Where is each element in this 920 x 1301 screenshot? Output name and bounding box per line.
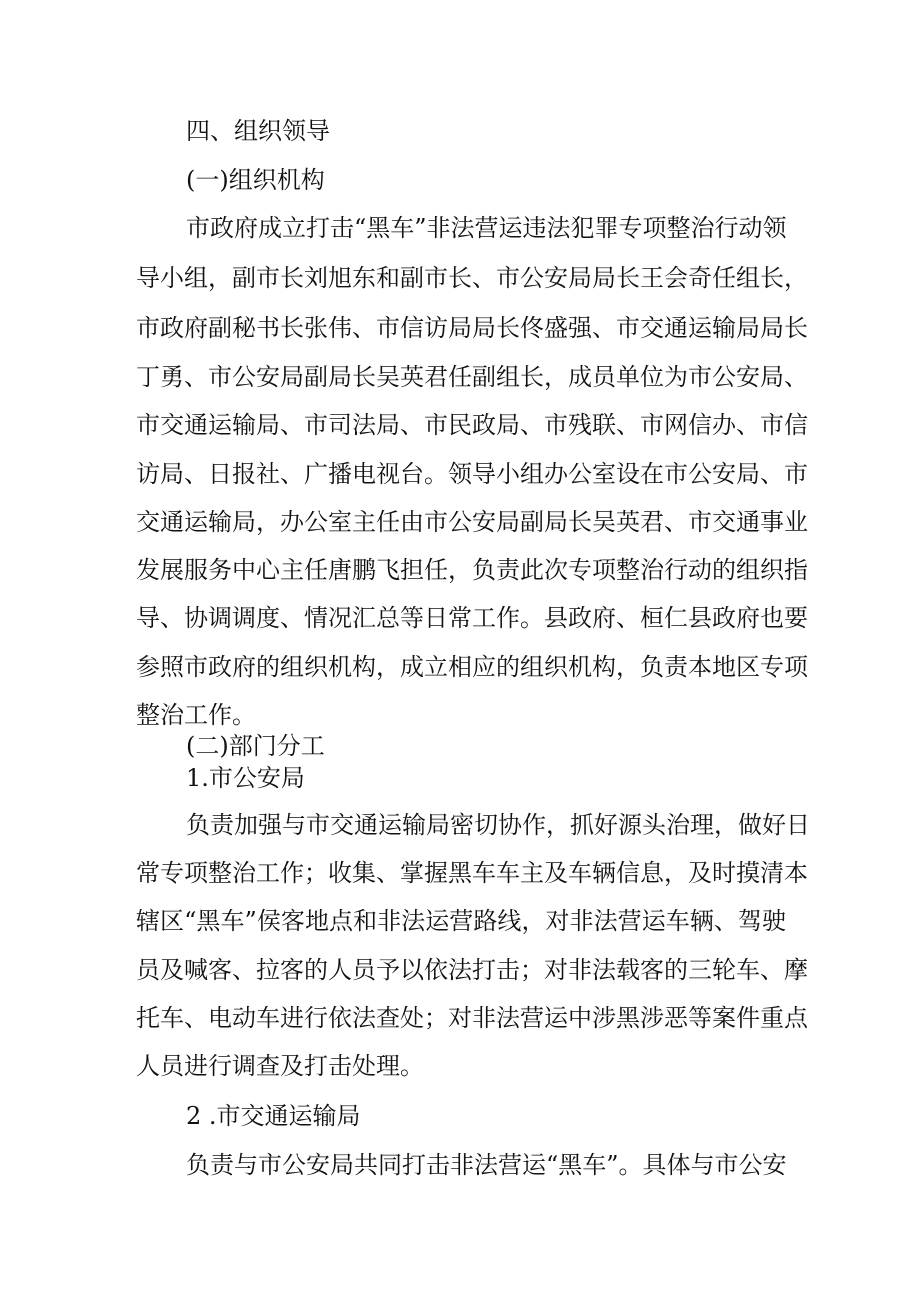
paragraph-line: 市政府成立打击“黑车”非法营运违法犯罪专项整治行动领 xyxy=(186,214,787,242)
paragraph-line: 整治工作。 xyxy=(136,701,256,729)
item-heading-transport: 2 .市交通运输局 xyxy=(186,1102,361,1130)
subsection-heading-division: (二)部门分工 xyxy=(186,732,325,760)
item-heading-public-security: 1.市公安局 xyxy=(186,764,305,792)
paragraph-line: 辖区“黑车”侯客地点和非法运营路线，对非法营运车辆、驾驶 xyxy=(136,907,786,935)
paragraph-line: 参照市政府的组织机构，成立相应的组织机构，负责本地区专项 xyxy=(136,653,808,681)
paragraph-line: 负责与市公安局共同打击非法营运“黑车”。具体与市公安 xyxy=(186,1151,787,1179)
paragraph-line: 访局、日报社、广播电视台。领导小组办公室设在市公安局、市 xyxy=(136,460,808,488)
paragraph-line: 交通运输局，办公室主任由市公安局副局长吴英君、市交通事业 xyxy=(136,508,808,536)
paragraph-line: 员及喊客、拉客的人员予以依法打击；对非法载客的三轮车、摩 xyxy=(136,956,808,984)
paragraph-line: 发展服务中心主任唐鹏飞担任，负责此次专项整治行动的组织指 xyxy=(136,556,808,584)
section-heading: 四、组织领导 xyxy=(186,117,330,145)
paragraph-line: 市政府副秘书长张伟、市信访局局长佟盛强、市交通运输局局长 xyxy=(136,314,808,342)
paragraph-line: 负责加强与市交通运输局密切协作，抓好源头治理，做好日 xyxy=(186,811,810,839)
paragraph-line: 市交通运输局、市司法局、市民政局、市残联、市网信办、市信 xyxy=(136,411,808,439)
paragraph-line: 常专项整治工作；收集、掌握黑车车主及车辆信息，及时摸清本 xyxy=(136,859,808,887)
paragraph-line: 人员进行调查及打击处理。 xyxy=(136,1052,424,1080)
paragraph-line: 导小组，副市长刘旭东和副市长、市公安局局长王会奇任组长， xyxy=(136,264,808,292)
paragraph-line: 托车、电动车进行依法查处；对非法营运中涉黑涉恶等案件重点 xyxy=(136,1004,808,1032)
paragraph-line: 导、协调调度、情况汇总等日常工作。县政府、桓仁县政府也要 xyxy=(136,604,808,632)
paragraph-line: 丁勇、市公安局副局长吴英君任副组长，成员单位为市公安局、 xyxy=(136,363,808,391)
subsection-heading-organization: (一)组织机构 xyxy=(186,166,325,194)
